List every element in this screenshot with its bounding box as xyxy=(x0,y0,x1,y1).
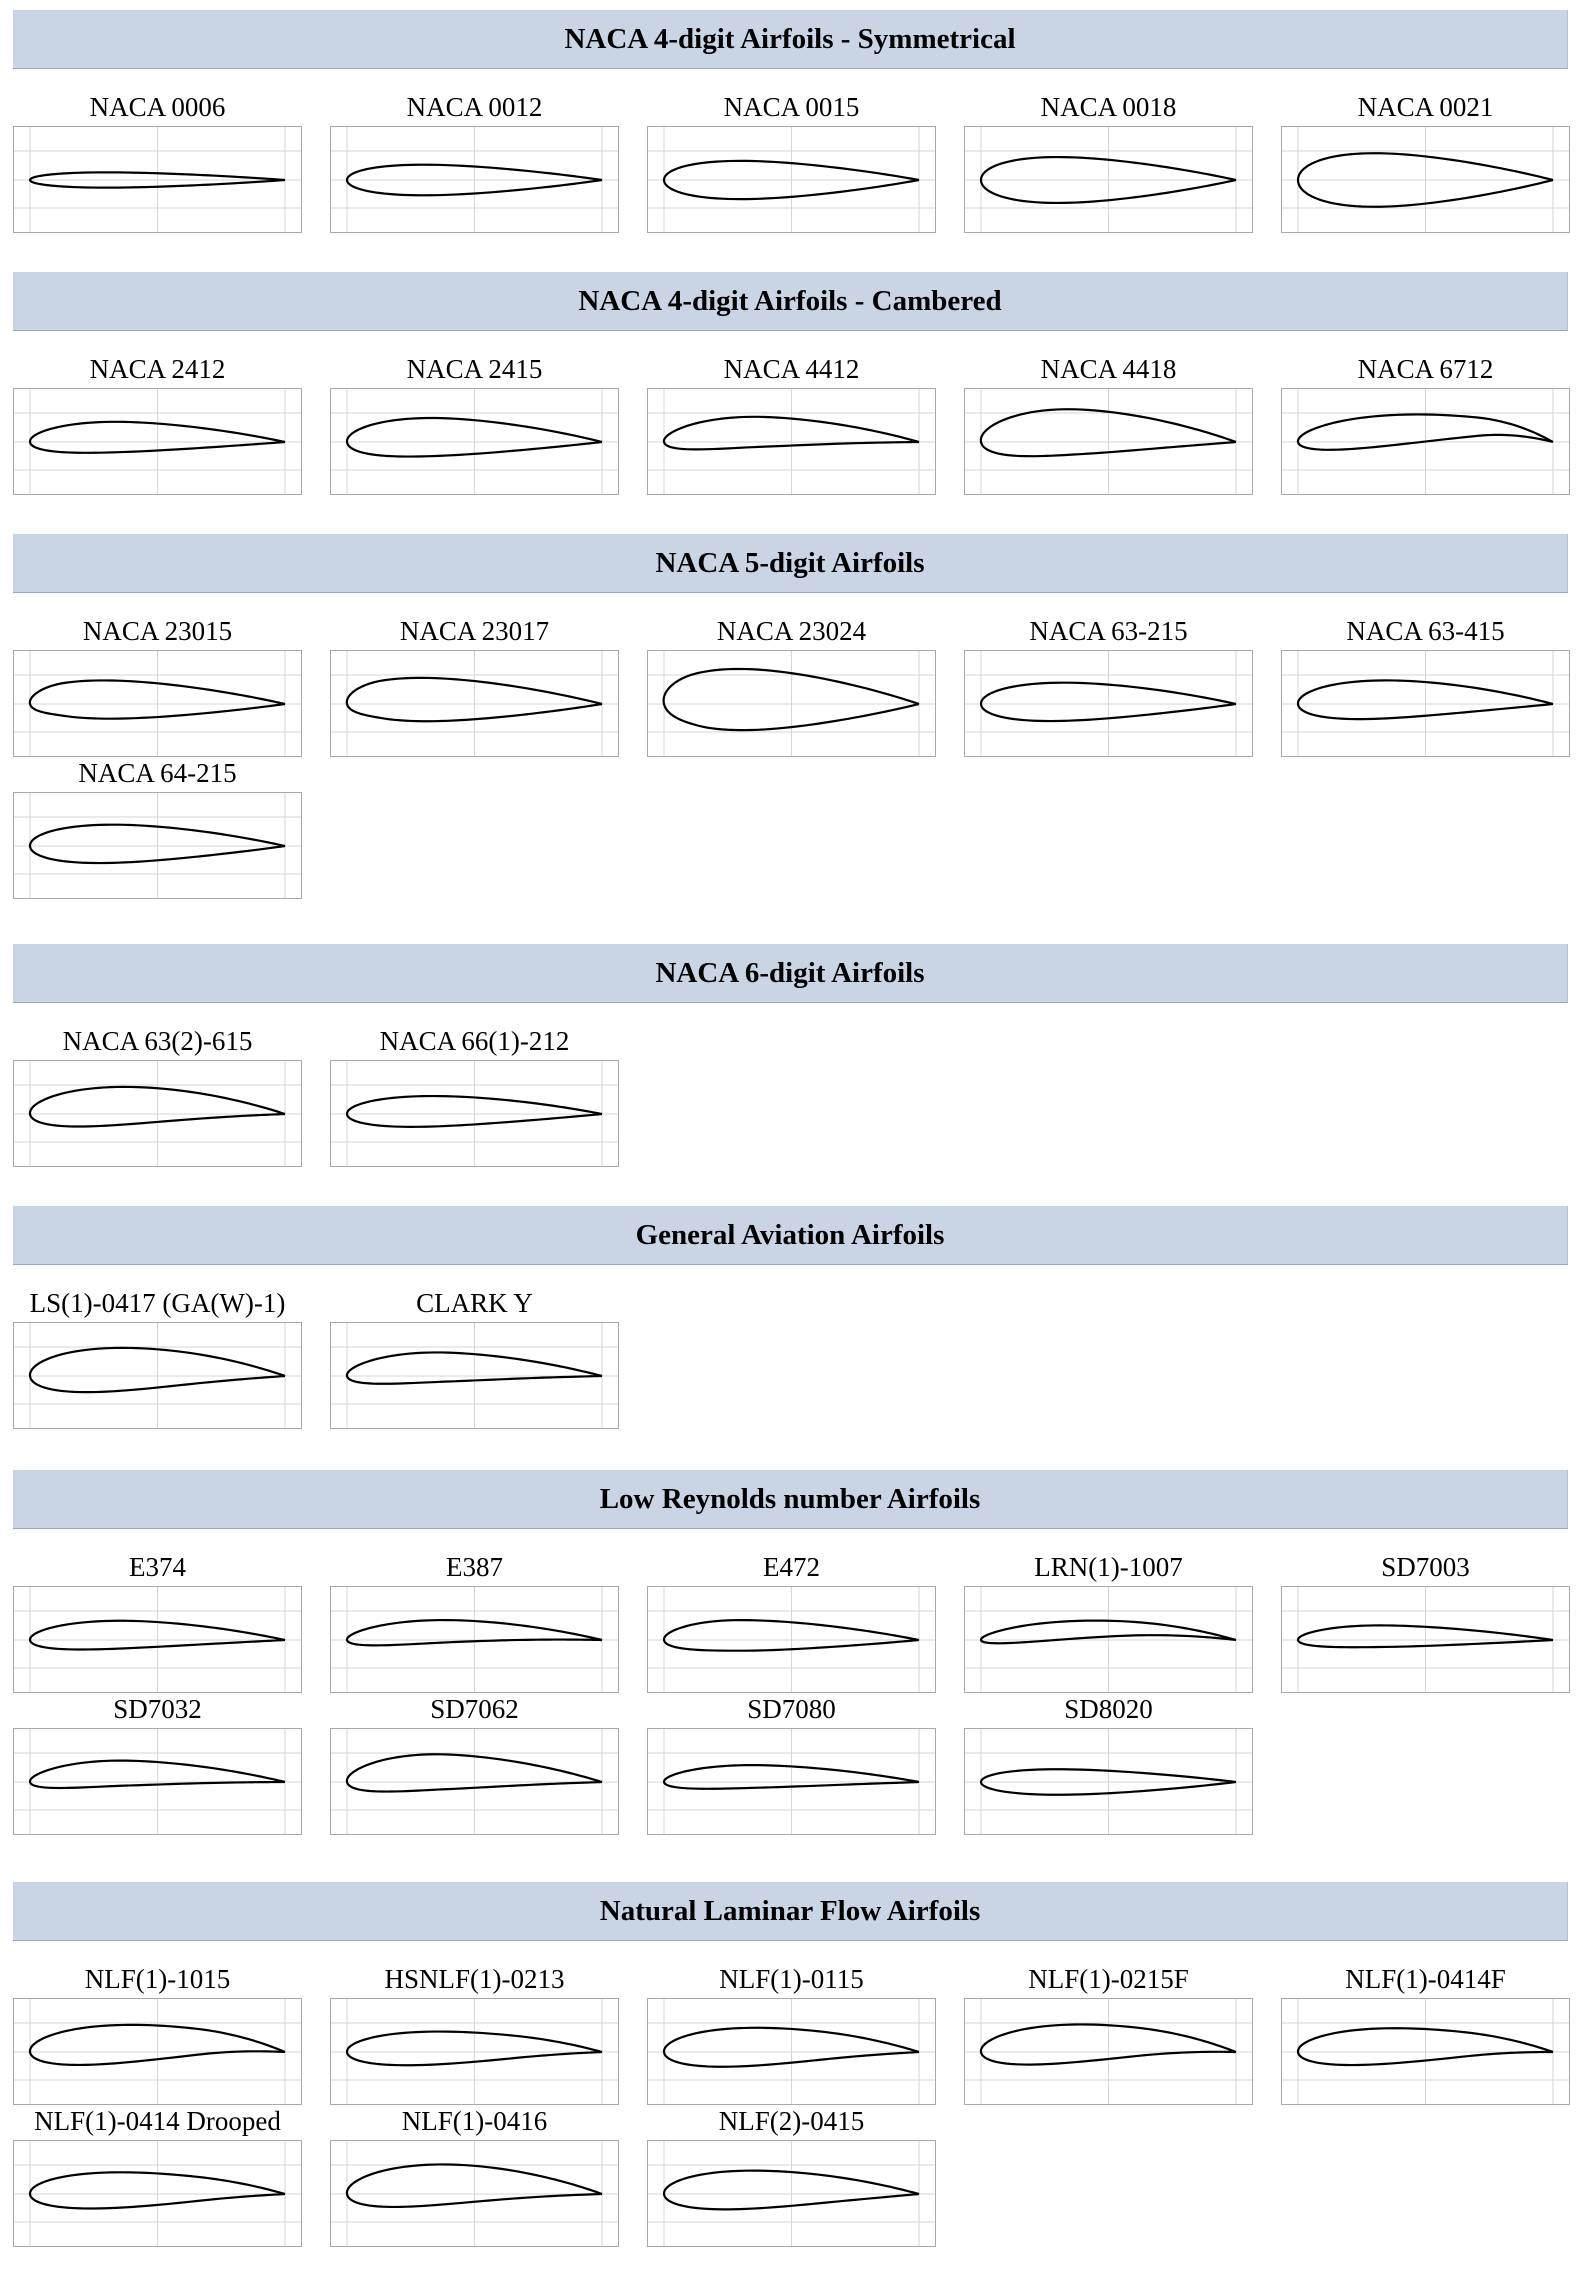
airfoil-title: NLF(1)-0414 Drooped xyxy=(34,2106,281,2136)
plot-grid xyxy=(964,126,1253,233)
airfoil-plot-svg xyxy=(647,126,936,233)
plot-grid xyxy=(330,2140,619,2247)
airfoil-plot xyxy=(647,2140,936,2247)
airfoil-plot-svg xyxy=(330,1728,619,1835)
airfoil-plot xyxy=(964,1998,1253,2105)
plot-grid xyxy=(330,1728,619,1835)
airfoil-plot-svg xyxy=(964,1728,1253,1835)
airfoil-plot xyxy=(330,1060,619,1167)
section-header: NACA 4-digit Airfoils - Cambered xyxy=(13,272,1568,331)
airfoil-title: NACA 0006 xyxy=(89,92,226,122)
airfoil-title: NLF(1)-0215F xyxy=(1028,1964,1189,1994)
airfoil-plot-svg xyxy=(330,1998,619,2105)
airfoil-title: NACA 0021 xyxy=(1357,92,1494,122)
airfoil-title: SD8020 xyxy=(1064,1694,1153,1724)
airfoil-plot xyxy=(964,1586,1253,1693)
plot-grid xyxy=(13,388,302,495)
plot-grid xyxy=(330,1060,619,1167)
plot-grid xyxy=(13,1322,302,1429)
airfoil-title: NACA 2415 xyxy=(406,354,543,384)
airfoil-plot xyxy=(1281,388,1570,495)
airfoil-plot xyxy=(330,126,619,233)
airfoil-title: E472 xyxy=(763,1552,820,1582)
airfoil-plot-svg xyxy=(13,1586,302,1693)
airfoil-plot-svg xyxy=(330,1060,619,1167)
plot-grid xyxy=(13,2140,302,2247)
airfoil-plot xyxy=(647,388,936,495)
airfoil-plot xyxy=(13,126,302,233)
plot-grid xyxy=(647,1586,936,1693)
airfoil-plot xyxy=(330,1728,619,1835)
airfoil-plot-svg xyxy=(13,650,302,757)
plot-grid xyxy=(330,1322,619,1429)
airfoil-plot-svg xyxy=(1281,1586,1570,1693)
plot-grid xyxy=(330,1998,619,2105)
airfoil-plot xyxy=(647,1728,936,1835)
airfoil-plot xyxy=(330,1322,619,1429)
airfoil-plot xyxy=(330,1586,619,1693)
airfoil-plot-svg xyxy=(964,126,1253,233)
airfoil-title: NACA 63-215 xyxy=(1029,616,1188,646)
airfoil-plot-svg xyxy=(964,1998,1253,2105)
airfoil-plot-svg xyxy=(1281,1998,1570,2105)
plot-grid xyxy=(330,650,619,757)
airfoil-plot-svg xyxy=(1281,388,1570,495)
airfoil-title: NACA 0012 xyxy=(406,92,543,122)
airfoil-plot-svg xyxy=(647,1586,936,1693)
airfoil-plot-svg xyxy=(13,1322,302,1429)
airfoil-plot xyxy=(964,126,1253,233)
plot-grid xyxy=(964,650,1253,757)
airfoil-title: NLF(1)-0416 xyxy=(401,2106,548,2136)
airfoil-plot xyxy=(330,388,619,495)
airfoil-plot-svg xyxy=(1281,650,1570,757)
airfoil-plot xyxy=(1281,1586,1570,1693)
plot-grid xyxy=(330,126,619,233)
airfoil-plot xyxy=(964,388,1253,495)
airfoil-plot xyxy=(964,1728,1253,1835)
airfoil-plot xyxy=(647,650,936,757)
airfoil-plot xyxy=(1281,1998,1570,2105)
airfoil-title: NACA 66(1)-212 xyxy=(379,1026,570,1056)
plot-grid xyxy=(1281,650,1570,757)
airfoil-plot-svg xyxy=(13,1998,302,2105)
airfoil-plot xyxy=(647,1586,936,1693)
plot-grid xyxy=(13,126,302,233)
airfoil-plot xyxy=(330,2140,619,2247)
airfoil-plot-svg xyxy=(330,1322,619,1429)
section-header: Natural Laminar Flow Airfoils xyxy=(13,1882,1568,1941)
section-header: NACA 5-digit Airfoils xyxy=(13,534,1568,593)
airfoil-title: NACA 63-415 xyxy=(1346,616,1505,646)
airfoil-plot-svg xyxy=(13,792,302,899)
plot-grid xyxy=(964,388,1253,495)
airfoil-title: NLF(2)-0415 xyxy=(718,2106,865,2136)
airfoil-plot-svg xyxy=(13,2140,302,2247)
airfoil-title: SD7003 xyxy=(1381,1552,1470,1582)
airfoil-title: NACA 2412 xyxy=(89,354,226,384)
airfoil-plot xyxy=(13,1322,302,1429)
section-header: General Aviation Airfoils xyxy=(13,1206,1568,1265)
airfoil-title: NACA 64-215 xyxy=(78,758,237,788)
plot-grid xyxy=(13,1586,302,1693)
airfoil-title: E387 xyxy=(446,1552,503,1582)
airfoil-plot xyxy=(13,1998,302,2105)
airfoil-plot xyxy=(13,650,302,757)
airfoil-plot-svg xyxy=(330,388,619,495)
airfoil-title: NACA 0018 xyxy=(1040,92,1177,122)
airfoil-plot xyxy=(647,1998,936,2105)
airfoil-plot-svg xyxy=(964,388,1253,495)
airfoil-title: NACA 63(2)-615 xyxy=(62,1026,253,1056)
airfoil-plot-svg xyxy=(330,126,619,233)
airfoil-title: NACA 4418 xyxy=(1040,354,1177,384)
plot-grid xyxy=(1281,1586,1570,1693)
airfoil-title: NACA 23024 xyxy=(716,616,867,646)
airfoil-title: NACA 6712 xyxy=(1357,354,1494,384)
airfoil-plot xyxy=(13,388,302,495)
airfoil-plot xyxy=(13,2140,302,2247)
airfoil-plot-svg xyxy=(13,126,302,233)
airfoil-plot-svg xyxy=(647,2140,936,2247)
airfoil-plot xyxy=(330,650,619,757)
airfoil-title: CLARK Y xyxy=(416,1288,533,1318)
plot-grid xyxy=(13,1060,302,1167)
airfoil-plot-svg xyxy=(13,1060,302,1167)
airfoil-plot-svg xyxy=(964,650,1253,757)
airfoil-plot-svg xyxy=(1281,126,1570,233)
airfoil-plot xyxy=(1281,126,1570,233)
section-header: NACA 4-digit Airfoils - Symmetrical xyxy=(13,10,1568,69)
airfoil-title: HSNLF(1)-0213 xyxy=(384,1964,565,1994)
plot-grid xyxy=(647,1728,936,1835)
airfoil-title: NACA 23017 xyxy=(399,616,550,646)
airfoil-plot xyxy=(13,1060,302,1167)
airfoil-plot-svg xyxy=(13,388,302,495)
plot-grid xyxy=(964,1586,1253,1693)
airfoil-title: NACA 23015 xyxy=(82,616,233,646)
plot-grid xyxy=(647,2140,936,2247)
airfoil-plot-svg xyxy=(647,388,936,495)
airfoil-plot xyxy=(13,1586,302,1693)
airfoil-plot-svg xyxy=(647,1998,936,2105)
plot-grid xyxy=(964,1728,1253,1835)
airfoil-plot-svg xyxy=(647,1728,936,1835)
plot-grid xyxy=(330,388,619,495)
section-header: Low Reynolds number Airfoils xyxy=(13,1470,1568,1529)
plot-grid xyxy=(647,650,936,757)
airfoil-title: NLF(1)-0414F xyxy=(1345,1964,1506,1994)
plot-grid xyxy=(647,1998,936,2105)
airfoil-title: E374 xyxy=(129,1552,186,1582)
airfoil-plot-svg xyxy=(330,2140,619,2247)
airfoil-plot-svg xyxy=(964,1586,1253,1693)
airfoil-title: LRN(1)-1007 xyxy=(1034,1552,1183,1582)
plot-grid xyxy=(13,792,302,899)
airfoil-plot xyxy=(1281,650,1570,757)
airfoil-title: NACA 4412 xyxy=(723,354,860,384)
airfoil-title: SD7080 xyxy=(747,1694,836,1724)
plot-grid xyxy=(1281,126,1570,233)
airfoil-plot-svg xyxy=(330,650,619,757)
airfoil-plot xyxy=(13,792,302,899)
airfoil-plot-svg xyxy=(330,1586,619,1693)
plot-grid xyxy=(647,126,936,233)
airfoil-plot xyxy=(13,1728,302,1835)
airfoil-plot-svg xyxy=(647,650,936,757)
airfoil-title: LS(1)-0417 (GA(W)-1) xyxy=(29,1288,286,1318)
airfoil-title: NACA 0015 xyxy=(723,92,860,122)
section-header: NACA 6-digit Airfoils xyxy=(13,944,1568,1003)
airfoil-plot xyxy=(647,126,936,233)
airfoil-title: NLF(1)-1015 xyxy=(84,1964,231,1994)
airfoil-title: SD7032 xyxy=(113,1694,202,1724)
plot-grid xyxy=(13,650,302,757)
airfoil-plot xyxy=(330,1998,619,2105)
airfoil-title: SD7062 xyxy=(430,1694,519,1724)
airfoil-title: NLF(1)-0115 xyxy=(719,1964,864,1994)
airfoil-plot-svg xyxy=(13,1728,302,1835)
airfoil-plot xyxy=(964,650,1253,757)
